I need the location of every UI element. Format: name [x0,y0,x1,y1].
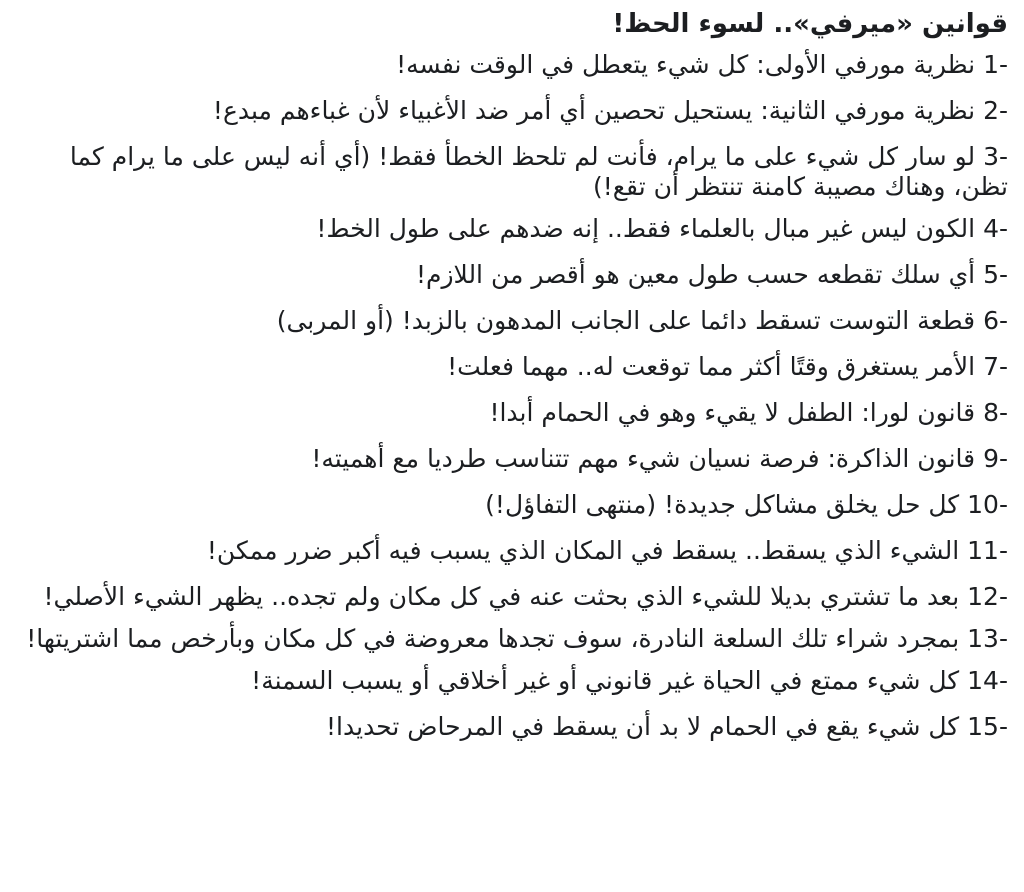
rule-number: 12- [967,582,1008,611]
rule-number: 1- [983,50,1008,79]
rule-text: قانون لورا: الطفل لا يقيء وهو في الحمام أبدا! [489,398,976,427]
list-item [8,142,1008,202]
list-item [8,666,1008,696]
list-item [8,306,1008,336]
post-title: قوانين «ميرفي».. لسوء الحظ! [612,9,1008,39]
list-item [8,260,1008,290]
rule-text: قانون الذاكرة: فرصة نسيان شيء مهم تتناسب طرديا مع أهميته! [311,444,976,473]
rule-number: 8- [983,398,1008,427]
list-item [8,352,1008,382]
rule-number: 3- [983,142,1008,171]
rule-text: نظرية مورفي الأولى: كل شيء يتعطل في الوقت نفسه! [396,50,976,79]
rule-text: بعد ما تشتري بديلا للشيء الذي بحثت عنه في كل مكان ولم تجده.. يظهر الشيء الأصلي! [43,582,960,611]
list-item [8,96,1008,126]
rule-number: 10- [967,490,1008,519]
list-item [8,398,1008,428]
list-item [8,536,1008,566]
rule-text: كل حل يخلق مشاكل جديدة! (منتهى التفاؤل!) [485,490,960,519]
rule-number: 11- [967,536,1008,565]
rule-number: 14- [967,666,1008,695]
list-item [8,444,1008,474]
list-item [8,712,1008,742]
rule-number: 6- [983,306,1008,335]
rule-number: 15- [967,712,1008,741]
list-item [8,214,1008,244]
rule-text: لو سار كل شيء على ما يرام، فأنت لم تلحظ الخطأ فقط! (أي أنه ليس على ما يرام كما تظن، وهناك مصيبة كامنة تنتظر أن تقع!) [69,142,1008,201]
rule-text: الأمر يستغرق وقتًا أكثر مما توقعت له.. مهما فعلت! [447,352,976,381]
rule-number: 9- [983,444,1008,473]
list-item [8,490,1008,520]
list-item [8,582,1008,612]
rule-number: 4- [983,214,1008,243]
rule-text: بمجرد شراء تلك السلعة النادرة، سوف تجدها معروضة في كل مكان وبأرخص مما اشتريتها! [26,624,960,653]
rule-number: 5- [983,260,1008,289]
list-item [8,624,1008,654]
rule-number: 7- [983,352,1008,381]
rule-text: نظرية مورفي الثانية: يستحيل تحصين أي أمر ضد الأغبياء لأن غباءهم مبدع! [212,96,976,125]
rule-number: 2- [983,96,1008,125]
rule-text: كل شيء ممتع في الحياة غير قانوني أو غير أخلاقي أو يسبب السمنة! [251,666,960,695]
rule-text: أي سلك تقطعه حسب طول معين هو أقصر من اللازم! [415,260,976,289]
rules-list [8,50,1008,742]
rule-text: قطعة التوست تسقط دائما على الجانب المدهون بالزبد! (أو المربى) [276,306,976,335]
post-body [8,6,1008,758]
rule-text: كل شيء يقع في الحمام لا بد أن يسقط في المرحاض تحديدا! [326,712,960,741]
rule-text: الشيء الذي يسقط.. يسقط في المكان الذي يسبب فيه أكبر ضرر ممكن! [206,536,960,565]
rule-text: الكون ليس غير مبال بالعلماء فقط.. إنه ضدهم على طول الخط! [316,214,976,243]
list-item [8,50,1008,80]
rule-number: 13- [967,624,1008,653]
